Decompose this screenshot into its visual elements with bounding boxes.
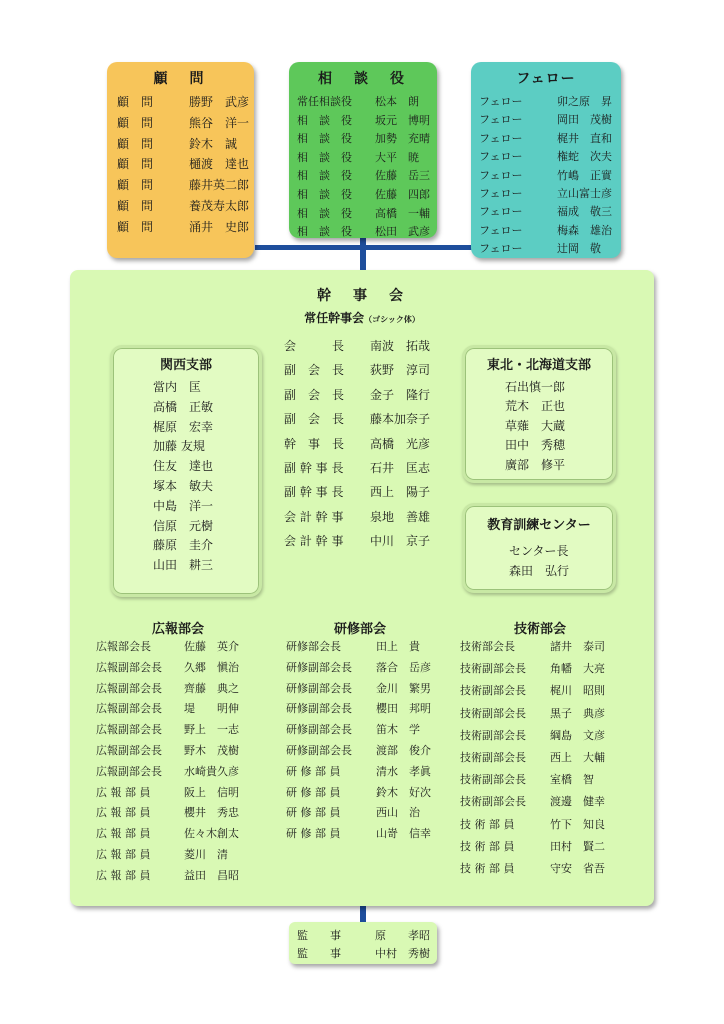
member-name: 當内 匡 [153,380,202,394]
member-name: 福成 敬三 [557,205,612,219]
member-name: 清水 孝眞 [376,764,431,778]
member-role: 相 談 役 [297,206,352,220]
member-role: フェロー [479,95,523,108]
member-role: 広 報 部 員 [96,827,151,841]
member-name: 梶川 昭則 [550,684,605,698]
member-name: 渡部 俊介 [376,744,431,757]
member-name: 笛木 学 [376,723,420,737]
member-name: 佐藤 岳三 [375,169,430,183]
member-role: フェロー [479,113,523,127]
member-name: 藤井英二郎 [189,178,250,193]
member-name: 松田 武彦 [375,225,430,239]
member-role: 幹 事 長 [284,436,345,451]
member-name: 卯之原 昇 [557,95,612,108]
tohoku-title: 東北・北海道支部 [486,358,591,373]
member-role: 常任相談役 [297,95,352,108]
member-role: 監 事 [297,946,341,960]
member-role: 研修副部会長 [286,660,352,674]
board-title: 幹 事 会 [317,288,407,304]
member-name: 水崎貴久彦 [184,764,239,778]
member-name: 住友 達也 [153,459,214,474]
member-name: 権蛇 次夫 [557,150,612,164]
member-name: 草薙 大蔵 [505,418,566,433]
member-role: 技 術 部 員 [460,839,515,853]
board-subtitle-note: （ゴシック体） [364,315,420,324]
member-name: 落合 岳彦 [376,660,431,674]
member-name: 益田 昌昭 [184,868,239,882]
member-role: 顧 問 [117,178,154,193]
member-role: 相 談 役 [297,150,352,164]
member-name: 熊谷 洋一 [189,115,250,130]
auditors-box [289,922,437,964]
member-name: 加藤 友規 [153,439,205,454]
member-role: 顧 問 [117,115,154,130]
member-name: 荒木 正也 [505,399,566,414]
member-name: 石出慎一郎 [505,380,566,394]
connector-vertical-bottom [360,904,366,924]
member-role: 相 談 役 [297,113,352,127]
member-role: 相 談 役 [297,169,352,183]
kansai-box [110,345,262,597]
training-title: 研修部会 [334,622,387,637]
member-name: 藤原 圭介 [153,538,214,553]
member-role: 研修副部会長 [286,702,352,716]
education-role: センター長 [509,544,569,558]
member-name: 佐藤 四郎 [375,188,430,201]
member-role: 副 幹 事 長 [284,461,344,475]
member-role: 相 談 役 [297,225,352,239]
member-name: 養茂寿太郎 [189,199,250,213]
member-role: 広 報 部 員 [96,785,151,799]
counselors-box [289,62,437,238]
member-name: 大平 暁 [375,150,419,164]
member-name: 石井 匡志 [370,461,431,475]
member-role: 技 術 部 員 [460,817,515,831]
member-role: 広報副部会長 [96,764,162,778]
member-name: 中村 秀樹 [375,946,430,960]
member-role: 研修副部会長 [286,723,352,737]
member-role: 技術副部会長 [460,751,526,764]
fellows-box [471,62,621,258]
member-role: 技術部会長 [460,640,515,653]
member-name: 佐藤 英介 [184,640,239,653]
member-name: 中島 洋一 [153,498,214,513]
member-name: 立山富士彦 [557,187,612,200]
member-name: 岡田 茂樹 [557,113,612,127]
member-name: 樋渡 達也 [189,157,250,172]
member-role: 顧 問 [117,136,154,151]
kansai-title: 関西支部 [159,358,212,373]
member-name: 西上 大輔 [550,751,605,764]
member-role: 副 会 長 [284,363,345,378]
member-name: 坂元 博明 [375,113,430,127]
member-role: フェロー [479,187,523,200]
connector-vertical-top [360,236,366,272]
member-name: 田村 賢二 [550,839,605,853]
member-name: 金子 隆行 [370,387,431,402]
member-role: 研修副部会長 [286,744,352,757]
member-name: 高橋 正敏 [153,399,214,414]
member-role: 顧 問 [117,157,154,172]
member-name: 佐々木創太 [184,827,239,841]
member-name: 梶原 宏幸 [153,419,214,434]
member-role: 会 長 [284,339,345,353]
member-name: 加勢 充晴 [375,132,430,146]
member-name: 泉地 善雄 [370,509,431,524]
member-name: 阪上 信明 [184,785,239,799]
member-name: 梅森 雄治 [557,223,612,237]
member-role: 広報副部会長 [96,723,162,737]
member-role: 顧 問 [117,95,154,109]
counselors-title: 相 談 役 [318,71,408,87]
member-name: 松本 朗 [375,95,419,108]
member-name: 竹嶋 正實 [557,168,612,182]
education-title: 教育訓練センター [487,518,591,533]
member-role: フェロー [479,168,523,182]
member-role: 広報副部会長 [96,744,162,757]
member-name: 梶井 直和 [557,131,612,145]
member-role: 広 報 部 員 [96,848,151,861]
member-name: 野木 茂樹 [184,744,239,757]
advisors-box [107,62,254,258]
member-role: 相 談 役 [297,188,352,201]
member-role: 研 修 部 員 [286,806,341,820]
member-name: 荻野 淳司 [370,363,431,378]
board-subtitle: 常任幹事会 [304,311,365,325]
member-name: 田中 秀穂 [505,438,566,453]
member-name: 堤 明伸 [184,702,239,716]
member-role: 広 報 部 員 [96,868,151,882]
member-role: 顧 問 [117,199,154,213]
member-role: 研修副部会長 [286,681,352,695]
member-role: 顧 問 [117,219,154,234]
member-name: 西上 陽子 [370,485,431,500]
member-name: 角幡 大亮 [550,662,605,676]
member-role: 技術副部会長 [460,684,526,698]
member-role: 技術副部会長 [460,706,526,720]
member-name: 菱川 清 [184,848,228,861]
member-role: 広報副部会長 [96,660,162,674]
tech-title: 技術部会 [514,622,567,637]
member-role: 技 術 部 員 [460,862,515,875]
advisors-title: 顧 問 [153,71,208,87]
tohoku-box [462,345,616,483]
member-name: 涌井 史郎 [189,219,250,234]
member-name: 藤本加奈子 [370,412,431,427]
member-role: 広報部会長 [96,640,151,653]
member-role: フェロー [479,150,523,164]
member-name: 黒子 典彦 [550,706,605,720]
member-role: 副 幹 事 長 [284,485,344,500]
board-subtitle-wrap [70,307,654,326]
member-role: 研 修 部 員 [286,764,341,778]
member-name: 勝野 武彦 [189,95,250,109]
education-box [462,503,616,593]
member-role: フェロー [479,242,523,256]
pr-title: 広報部会 [152,622,205,637]
fellows-title: フェロー [516,71,576,87]
member-role: 会 計 幹 事 [284,509,344,524]
member-role: 研修部会長 [286,640,341,653]
member-role: 広報副部会長 [96,681,162,695]
member-role: フェロー [479,131,523,145]
member-name: 廣部 修平 [505,457,566,472]
member-name: 鈴木 好次 [376,785,431,799]
education-name: 森田 弘行 [509,564,570,578]
member-name: 諸井 泰司 [550,640,605,653]
member-role: 副 会 長 [284,412,345,427]
board-box [70,270,654,906]
member-role: 技術副部会長 [460,728,526,742]
member-name: 塚本 敏夫 [153,479,214,493]
member-name: 野上 一志 [184,723,239,737]
member-name: 高橋 一輔 [375,206,430,220]
member-role: 広報副部会長 [96,702,162,716]
member-name: 鈴木 誠 [189,136,238,151]
member-name: 竹下 知良 [550,817,605,831]
member-name: 守安 省吾 [550,862,605,875]
member-role: 技術副部会長 [460,773,526,787]
member-role: フェロー [479,205,523,219]
member-role: 技術副部会長 [460,795,526,809]
member-role: 技術副部会長 [460,662,526,676]
member-name: 中川 京子 [370,534,431,549]
member-role: 研 修 部 員 [286,827,341,841]
member-role: 広 報 部 員 [96,806,151,820]
member-name: 櫻井 秀忠 [184,806,239,820]
member-name: 信原 元樹 [153,518,214,533]
member-name: 渡邊 健幸 [550,795,605,809]
member-role: 副 会 長 [284,387,345,402]
member-name: 久郷 愼治 [184,660,239,674]
member-role: 監 事 [297,929,341,942]
member-name: 南波 拓哉 [370,339,431,353]
member-name: 金川 繁男 [376,681,431,695]
member-name: 櫻田 邦明 [376,702,431,716]
member-name: 山嵜 信幸 [376,827,431,841]
member-name: 綱島 文彦 [550,728,605,742]
member-name: 田上 貴 [376,640,420,653]
member-role: 会 計 幹 事 [284,534,344,549]
member-role: 研 修 部 員 [286,785,341,799]
member-name: 原 孝昭 [375,929,430,942]
member-name: 齊藤 典之 [184,681,239,695]
member-name: 高橋 光彦 [370,436,431,451]
member-name: 西山 治 [376,806,420,820]
member-name: 辻岡 敬 [557,242,601,256]
member-role: フェロー [479,223,523,237]
member-name: 山田 耕三 [153,558,214,573]
member-name: 室橋 智 [550,773,594,787]
member-role: 相 談 役 [297,132,352,146]
